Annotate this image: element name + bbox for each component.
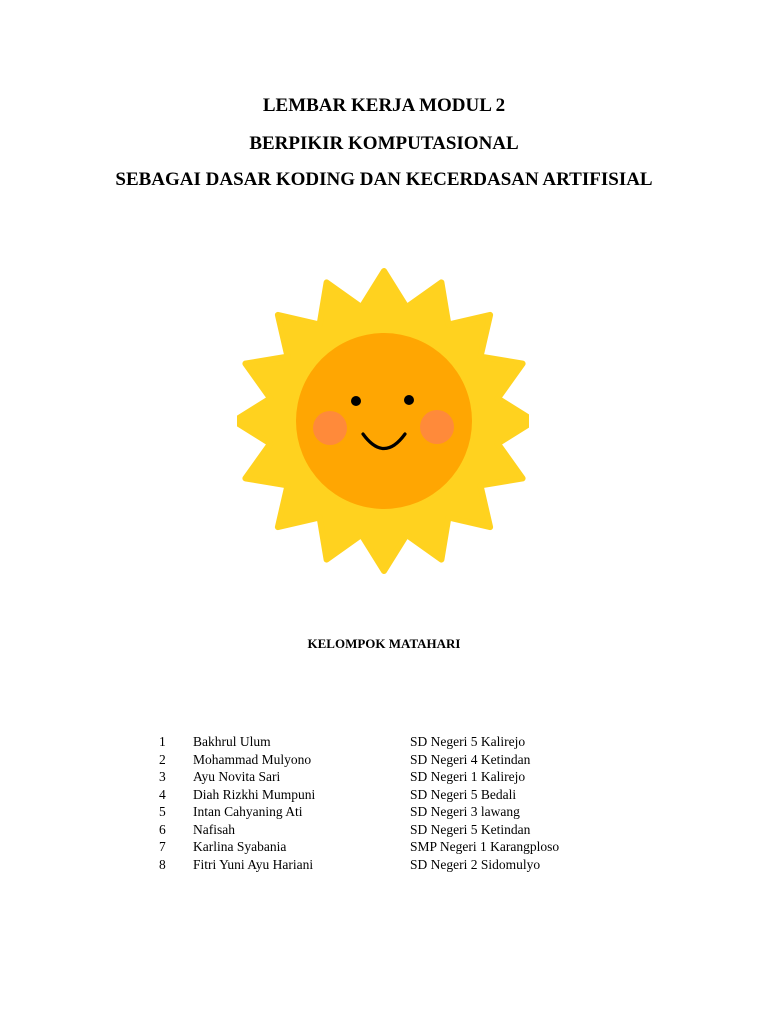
member-name: Mohammad Mulyono xyxy=(193,751,312,767)
member-name: Intan Cahyaning Ati xyxy=(193,804,303,819)
member-school: SMP Negeri 1 Karangploso xyxy=(410,839,560,854)
sun-illustration xyxy=(237,268,529,574)
member-name: Nafisah xyxy=(193,821,235,837)
right-cheek xyxy=(420,410,454,444)
member-number: 6 xyxy=(159,821,166,837)
title-line-1: LEMBAR KERJA MODUL 2 xyxy=(262,95,506,116)
member-number: 1 xyxy=(159,734,166,749)
group-name: KELOMPOK MATAHARI xyxy=(307,636,461,651)
member-school: SD Negeri 3 lawang xyxy=(410,804,520,819)
member-row xyxy=(0,733,768,751)
member-school: SD Negeri 5 Ketindan xyxy=(410,821,531,837)
member-row xyxy=(0,856,768,874)
right-eye xyxy=(404,395,414,405)
member-name: Karlina Syabania xyxy=(193,839,287,854)
member-school: SD Negeri 4 Ketindan xyxy=(410,751,531,767)
member-school: SD Negeri 2 Sidomulyo xyxy=(410,856,541,872)
member-name: Bakhrul Ulum xyxy=(193,734,271,749)
member-row xyxy=(0,751,768,769)
member-school: SD Negeri 5 Kalirejo xyxy=(410,734,526,749)
left-eye xyxy=(351,396,361,406)
member-number: 3 xyxy=(159,769,166,784)
member-name: Fitri Yuni Ayu Hariani xyxy=(193,856,314,872)
title-line-3: SEBAGAI DASAR KODING DAN KECERDASAN ARTIFISIAL xyxy=(115,169,653,190)
left-cheek xyxy=(313,411,347,445)
member-number: 2 xyxy=(159,751,166,767)
member-name: Ayu Novita Sari xyxy=(193,769,281,784)
title-line-2: BERPIKIR KOMPUTASIONAL xyxy=(249,133,519,154)
member-row xyxy=(0,838,768,856)
member-number: 4 xyxy=(159,786,166,802)
member-school: SD Negeri 5 Bedali xyxy=(410,786,517,802)
member-number: 7 xyxy=(159,839,166,854)
member-name: Diah Rizkhi Mumpuni xyxy=(193,786,316,802)
member-school: SD Negeri 1 Kalirejo xyxy=(410,769,526,784)
member-number: 5 xyxy=(159,804,166,819)
sun-icon xyxy=(237,268,529,574)
member-number: 8 xyxy=(159,856,166,872)
member-row xyxy=(0,786,768,804)
member-row xyxy=(0,803,768,821)
member-row xyxy=(0,768,768,786)
member-row xyxy=(0,821,768,839)
